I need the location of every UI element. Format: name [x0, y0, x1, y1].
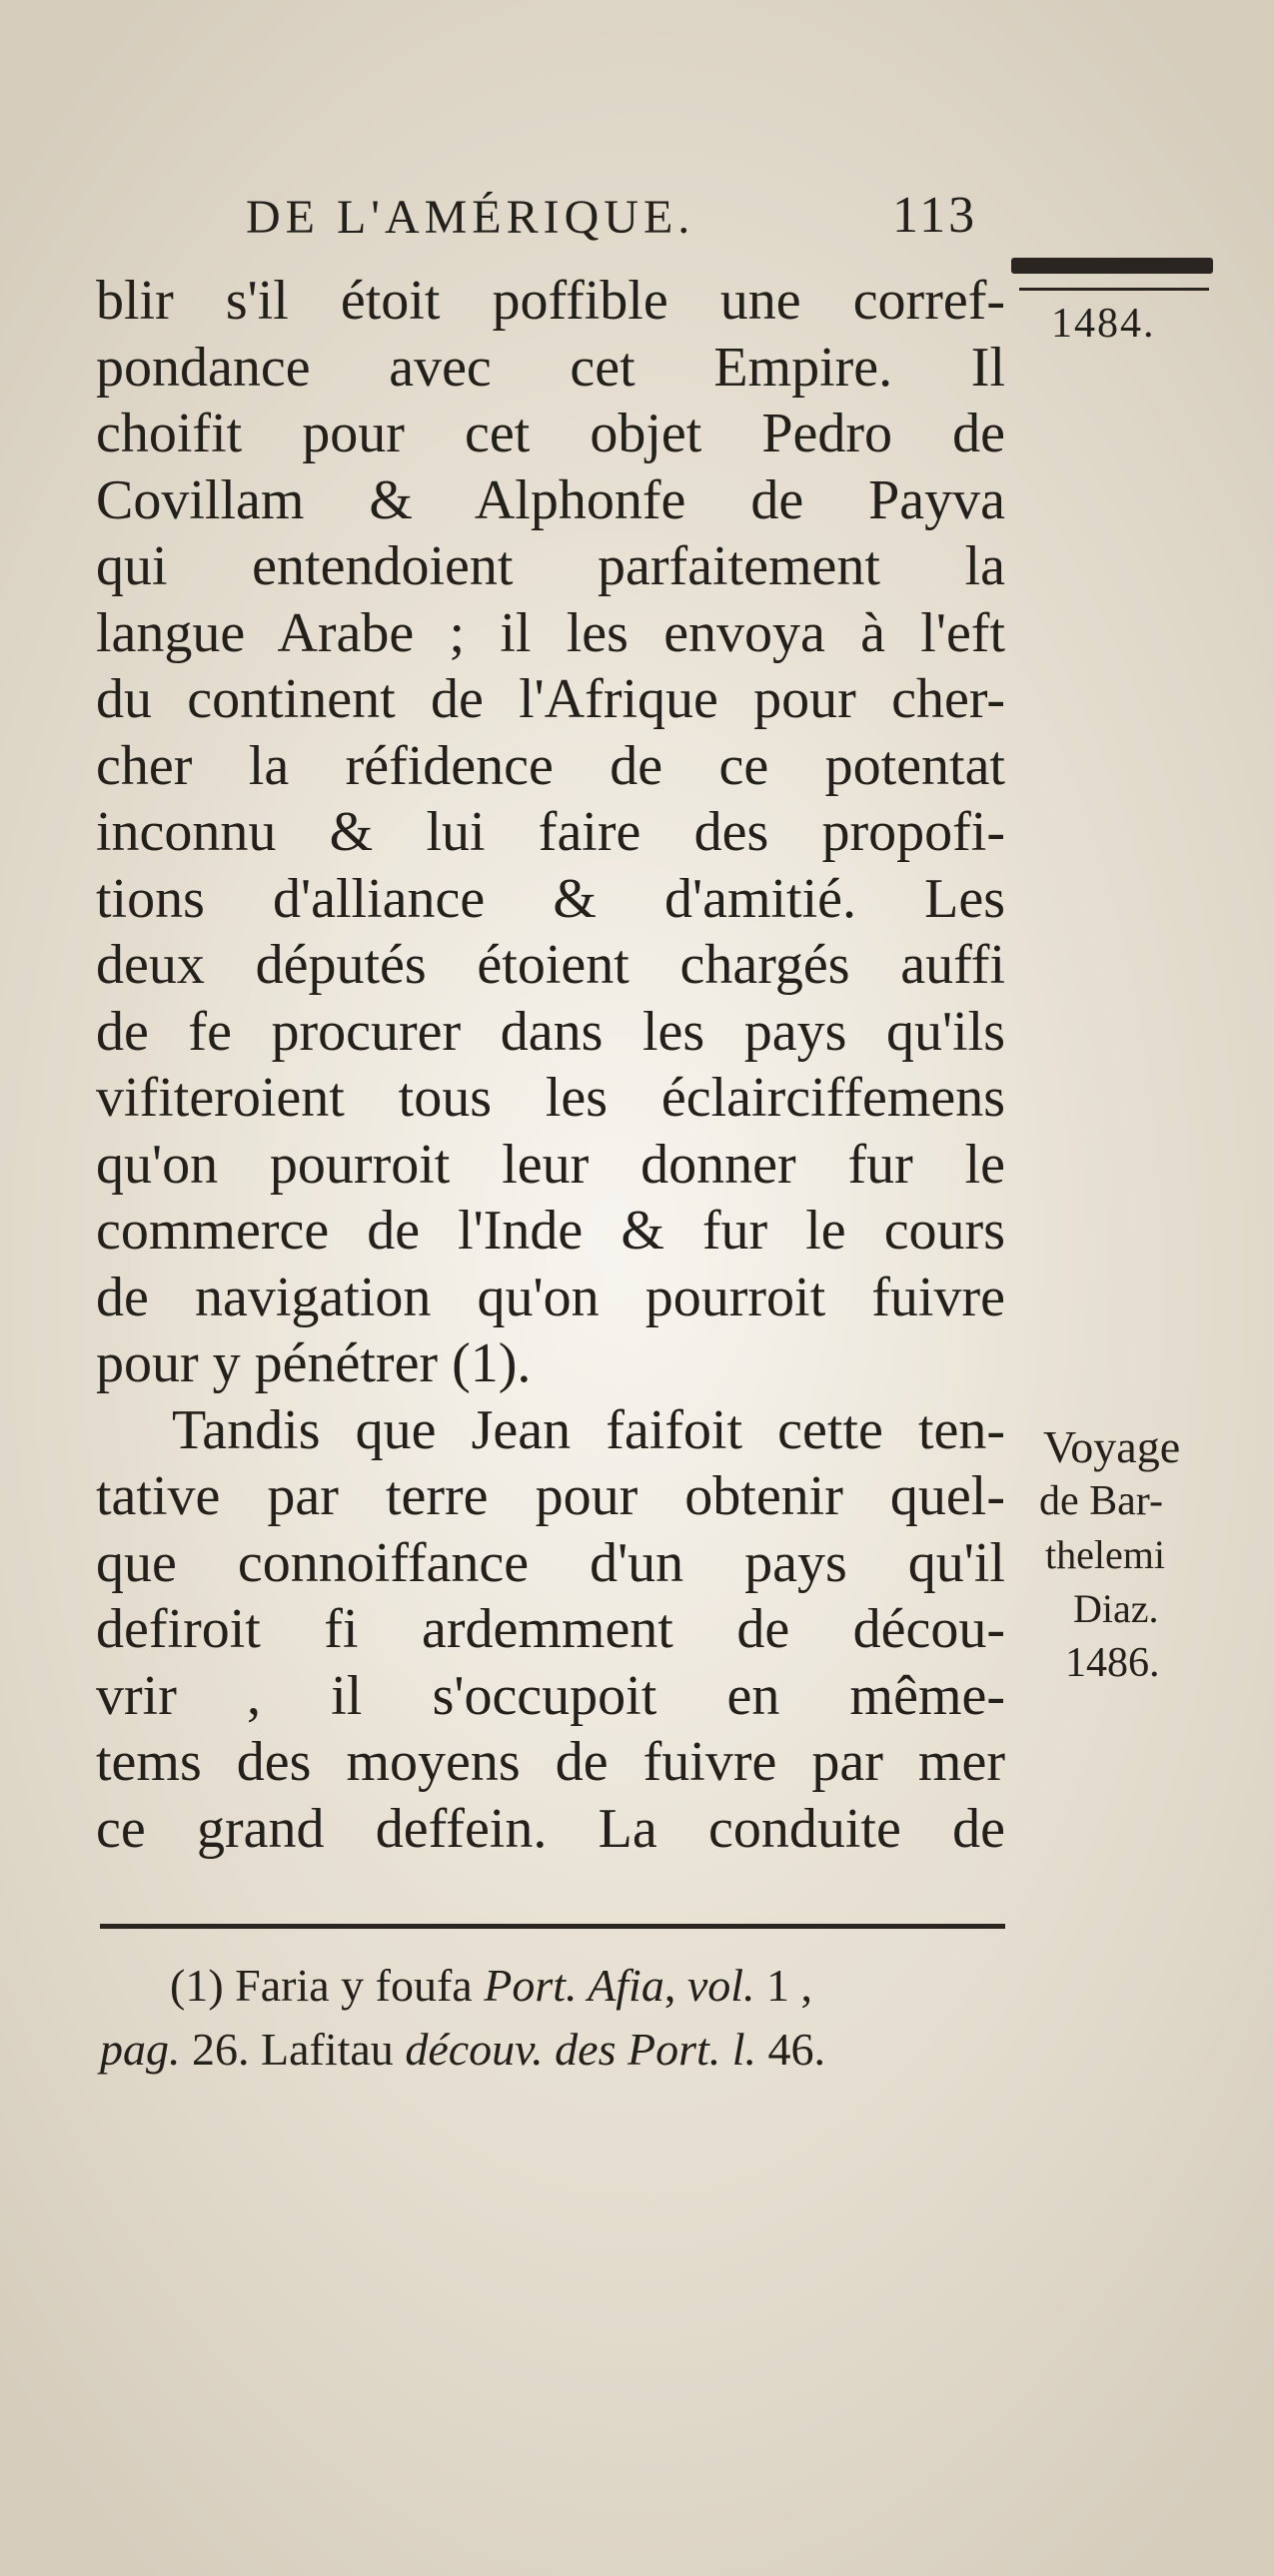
footnote-text: ,: [663, 1960, 687, 2011]
text-line: que connoiffance d'un pays qu'il: [96, 1531, 1005, 1594]
text-line: vrir , il s'occupoit en même-: [96, 1664, 1005, 1727]
text-line: tative par terre pour obtenir quel-: [96, 1465, 1005, 1527]
footnote-text: 46.: [756, 2024, 826, 2075]
marginal-note-line: Diaz.: [1073, 1586, 1159, 1631]
footnote-text: (1) Faria y foufa: [170, 1960, 485, 2011]
footnote: [100, 1954, 1009, 2082]
text-line: de navigation qu'on pourroit fuivre: [96, 1266, 1005, 1328]
text-line: pour y pénétrer (1).: [96, 1332, 532, 1394]
text-line: blir s'il étoit poffible une corref-: [96, 270, 1005, 332]
footnote-italic: l.: [731, 2024, 757, 2075]
footnote-italic: vol.: [686, 1960, 755, 2011]
text-line: du continent de l'Afrique pour cher-: [96, 668, 1005, 730]
footnote-rule: [100, 1924, 1005, 1929]
text-line: vifiteroient tous les éclairciffemens: [96, 1067, 1005, 1129]
running-title: DE L'AMÉRIQUE.: [246, 191, 695, 244]
footnote-text: 26. Lafitau: [180, 2024, 406, 2075]
text-line: tems des moyens de fuivre par mer: [96, 1731, 1005, 1793]
text-line: defiroit fi ardemment de décou-: [96, 1598, 1005, 1660]
margin-year: 1484.: [1051, 301, 1156, 347]
footnote-line: [100, 2018, 1009, 2082]
marginal-note-line: thelemi: [1045, 1532, 1165, 1577]
text-line: choifit pour cet objet Pedro de: [96, 403, 1005, 464]
footnote-text: 1 ,: [754, 1960, 813, 2011]
text-line: de fe procurer dans les pays qu'ils: [96, 1000, 1005, 1063]
text-line: tions d'alliance & d'amitié. Les: [96, 867, 1005, 930]
text-line: qu'on pourroit leur donner fur le: [96, 1133, 1005, 1196]
text-line: langue Arabe ; il les envoya à l'eft: [96, 601, 1005, 664]
body-text: [96, 268, 1005, 1862]
margin-ornament-rule: [1011, 258, 1213, 274]
text-line: commerce de l'Inde & fur le cours: [96, 1200, 1005, 1262]
text-line: Covillam & Alphonfe de Payva: [96, 468, 1005, 531]
footnote-italic: Port. Afia: [484, 1960, 664, 2011]
text-line: pondance avec cet Empire. Il: [96, 336, 1005, 399]
text-line: ce grand deffein. La conduite de: [96, 1797, 1005, 1860]
marginal-note: [1039, 1420, 1239, 1690]
footnote-italic: pag.: [100, 2024, 181, 2075]
footnote-text: [720, 2024, 732, 2075]
marginal-note-line: 1486.: [1065, 1640, 1160, 1686]
margin-thin-rule: [1019, 288, 1209, 291]
text-line: cher la réfidence de ce potentat: [96, 734, 1005, 797]
footnote-italic: découv. des Port.: [405, 2024, 721, 2075]
page-number: 113: [892, 187, 978, 244]
marginal-note-line: de Bar-: [1039, 1478, 1163, 1524]
marginal-note-line: Voyage: [1043, 1421, 1181, 1472]
text-line: Tandis que Jean faifoit cette ten-: [172, 1398, 1005, 1461]
footnote-line: [100, 1954, 1009, 2018]
text-line: deux députés étoient chargés auffi: [96, 934, 1005, 996]
text-line: inconnu & lui faire des propofi-: [96, 801, 1005, 863]
text-line: qui entendoient parfaitement la: [96, 535, 1005, 597]
